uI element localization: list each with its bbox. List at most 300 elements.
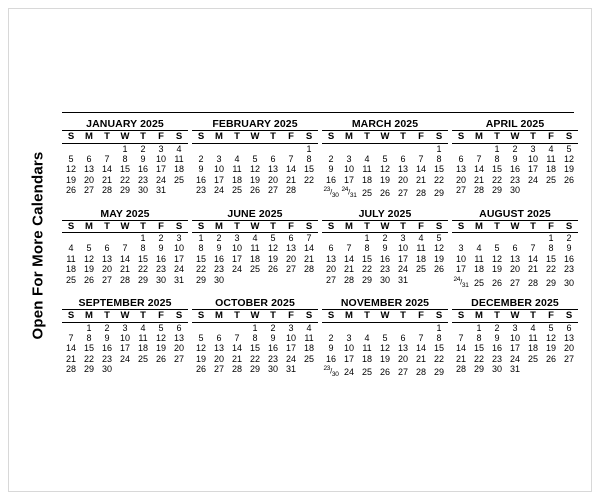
- day-cell[interactable]: 9: [198, 164, 204, 175]
- day-cell[interactable]: 18: [415, 253, 426, 264]
- day-cell[interactable]: 11: [138, 332, 148, 343]
- day-cell[interactable]: 19: [195, 353, 206, 364]
- day-cell[interactable]: 21: [231, 353, 242, 364]
- day-cell[interactable]: 17: [119, 343, 130, 354]
- day-cell[interactable]: 26: [545, 353, 556, 364]
- day-cell[interactable]: 23: [137, 174, 148, 185]
- day-cell[interactable]: 9: [216, 243, 222, 254]
- day-cell[interactable]: 19: [563, 164, 574, 175]
- day-cell[interactable]: 6: [400, 332, 406, 343]
- day-cell[interactable]: 3: [346, 332, 352, 343]
- day-cell[interactable]: 21: [455, 353, 466, 364]
- day-cell[interactable]: 19: [155, 343, 166, 354]
- day-cell[interactable]: 1: [198, 233, 204, 244]
- day-cell[interactable]: 22: [83, 353, 94, 364]
- day-cell[interactable]: 21: [65, 353, 76, 364]
- day-cell[interactable]: 23: [379, 264, 390, 275]
- day-cell[interactable]: 25: [361, 367, 372, 378]
- day-cell[interactable]: 19: [267, 253, 278, 264]
- day-cell[interactable]: 1: [436, 143, 442, 154]
- day-cell[interactable]: 6: [328, 243, 334, 254]
- day-cell[interactable]: 3: [234, 233, 240, 244]
- day-cell[interactable]: 11: [474, 253, 484, 264]
- day-cell[interactable]: 15: [433, 164, 444, 175]
- day-cell[interactable]: 6: [270, 153, 276, 164]
- day-cell[interactable]: 15: [303, 164, 314, 175]
- day-cell[interactable]: 11: [362, 164, 372, 175]
- day-cell[interactable]: 7: [306, 233, 312, 244]
- day-cell[interactable]: 16: [509, 164, 520, 175]
- day-cell[interactable]: 11: [250, 243, 260, 254]
- day-cell[interactable]: 16: [195, 174, 206, 185]
- day-cell[interactable]: 26: [563, 174, 574, 185]
- day-cell[interactable]: 10: [397, 243, 408, 254]
- day-cell[interactable]: 8: [548, 243, 554, 254]
- day-cell[interactable]: 15: [137, 253, 148, 264]
- day-cell[interactable]: 12: [379, 164, 390, 175]
- day-cell[interactable]: 5: [382, 332, 388, 343]
- day-cell[interactable]: 4: [176, 143, 182, 154]
- day-cell[interactable]: 25: [473, 277, 484, 288]
- day-cell[interactable]: 7: [476, 153, 482, 164]
- day-cell[interactable]: 9: [140, 153, 146, 164]
- day-cell[interactable]: 24: [527, 174, 538, 185]
- day-cell[interactable]: 17: [527, 164, 538, 175]
- day-cell[interactable]: 19: [379, 353, 390, 364]
- day-cell[interactable]: 30: [267, 364, 278, 375]
- day-cell[interactable]: 5: [566, 143, 572, 154]
- day-cell[interactable]: 25: [303, 353, 314, 364]
- day-cell[interactable]: 26: [195, 364, 206, 375]
- day-cell[interactable]: 20: [285, 253, 296, 264]
- day-cell[interactable]: 1: [306, 143, 312, 154]
- day-cell[interactable]: 23: [509, 174, 520, 185]
- day-cell[interactable]: 10: [155, 153, 166, 164]
- day-cell[interactable]: 29: [195, 274, 206, 285]
- day-cell[interactable]: 4: [306, 322, 312, 333]
- day-cell[interactable]: 12: [249, 164, 260, 175]
- day-cell[interactable]: 3: [216, 153, 222, 164]
- day-cell[interactable]: 3: [512, 322, 518, 333]
- day-cell[interactable]: 25: [137, 353, 148, 364]
- day-cell[interactable]: 13: [455, 164, 466, 175]
- day-cell[interactable]: 21: [285, 174, 296, 185]
- day-cell[interactable]: 25: [527, 353, 538, 364]
- day-cell[interactable]: 13: [325, 253, 336, 264]
- day-cell[interactable]: 21: [415, 353, 426, 364]
- day-cell[interactable]: 17: [397, 253, 408, 264]
- day-cell[interactable]: 14: [473, 164, 484, 175]
- day-cell[interactable]: 23: [491, 353, 502, 364]
- day-cell[interactable]: 29: [491, 185, 502, 196]
- day-cell[interactable]: 12: [195, 343, 206, 354]
- day-cell[interactable]: 15: [473, 343, 484, 354]
- day-cell[interactable]: 11: [362, 343, 372, 354]
- day-cell[interactable]: 8: [364, 243, 370, 254]
- day-cell[interactable]: 9: [382, 243, 388, 254]
- day-cell[interactable]: 8: [122, 153, 128, 164]
- day-cell[interactable]: 1: [252, 322, 258, 333]
- day-cell[interactable]: 11: [174, 153, 184, 164]
- day-cell[interactable]: 1: [86, 322, 92, 333]
- day-cell[interactable]: 18: [527, 343, 538, 354]
- day-cell[interactable]: 31: [285, 364, 296, 375]
- day-cell[interactable]: 2: [328, 153, 334, 164]
- day-cell[interactable]: 28: [415, 188, 426, 199]
- day-cell[interactable]: 26: [491, 277, 502, 288]
- day-cell[interactable]: 28: [455, 364, 466, 375]
- day-cell[interactable]: 25: [249, 264, 260, 275]
- day-cell[interactable]: 11: [546, 153, 556, 164]
- day-cell[interactable]: 14: [303, 243, 314, 254]
- day-cell[interactable]: 11: [232, 164, 242, 175]
- day-cell[interactable]: 27: [267, 185, 278, 196]
- day-cell[interactable]: 20: [509, 264, 520, 275]
- day-cell[interactable]: 30: [509, 185, 520, 196]
- day-cell[interactable]: 29: [545, 277, 556, 288]
- day-cell[interactable]: 14: [455, 343, 466, 354]
- day-cell[interactable]: 2: [270, 322, 276, 333]
- day-cell[interactable]: 6: [288, 233, 294, 244]
- day-cell[interactable]: 28: [119, 274, 130, 285]
- day-cell[interactable]: 24/31: [341, 186, 357, 200]
- day-cell[interactable]: 4: [252, 233, 258, 244]
- day-cell[interactable]: 3: [288, 322, 294, 333]
- day-cell[interactable]: 13: [213, 343, 224, 354]
- day-cell[interactable]: 18: [361, 353, 372, 364]
- day-cell[interactable]: 26: [65, 185, 76, 196]
- day-cell[interactable]: 1: [122, 143, 128, 154]
- day-cell[interactable]: 28: [303, 264, 314, 275]
- day-cell[interactable]: 30: [213, 274, 224, 285]
- day-cell[interactable]: 26: [267, 264, 278, 275]
- day-cell[interactable]: 3: [158, 143, 164, 154]
- day-cell[interactable]: 24: [397, 264, 408, 275]
- day-cell[interactable]: 9: [270, 332, 276, 343]
- day-cell[interactable]: 30: [101, 364, 112, 375]
- day-cell[interactable]: 13: [267, 164, 278, 175]
- day-cell[interactable]: 27: [101, 274, 112, 285]
- day-cell[interactable]: 15: [545, 253, 556, 264]
- day-cell[interactable]: 6: [458, 153, 464, 164]
- day-cell[interactable]: 20: [101, 264, 112, 275]
- day-cell[interactable]: 8: [252, 332, 258, 343]
- day-cell[interactable]: 14: [415, 343, 426, 354]
- day-cell[interactable]: 16: [563, 253, 574, 264]
- day-cell[interactable]: 12: [545, 332, 556, 343]
- day-cell[interactable]: 21: [303, 253, 314, 264]
- day-cell[interactable]: 8: [476, 332, 482, 343]
- day-cell[interactable]: 21: [473, 174, 484, 185]
- day-cell[interactable]: 17: [155, 164, 166, 175]
- day-cell[interactable]: 3: [400, 233, 406, 244]
- day-cell[interactable]: 7: [418, 153, 424, 164]
- day-cell[interactable]: 7: [458, 332, 464, 343]
- day-cell[interactable]: 11: [416, 243, 426, 254]
- day-cell[interactable]: 13: [285, 243, 296, 254]
- day-cell[interactable]: 27: [285, 264, 296, 275]
- day-cell[interactable]: 18: [361, 174, 372, 185]
- day-cell[interactable]: 2: [198, 153, 204, 164]
- day-cell[interactable]: 2: [566, 233, 572, 244]
- day-cell[interactable]: 10: [509, 332, 520, 343]
- day-cell[interactable]: 18: [65, 264, 76, 275]
- day-cell[interactable]: 16: [325, 353, 336, 364]
- day-cell[interactable]: 6: [216, 332, 222, 343]
- day-cell[interactable]: 30: [155, 274, 166, 285]
- day-cell[interactable]: 16: [325, 174, 336, 185]
- day-cell[interactable]: 26: [83, 274, 94, 285]
- day-cell[interactable]: 5: [198, 332, 204, 343]
- day-cell[interactable]: 20: [455, 174, 466, 185]
- day-cell[interactable]: 25: [173, 174, 184, 185]
- day-cell[interactable]: 5: [158, 322, 164, 333]
- day-cell[interactable]: 16: [213, 253, 224, 264]
- day-cell[interactable]: 29: [433, 188, 444, 199]
- day-cell[interactable]: 11: [66, 253, 76, 264]
- day-cell[interactable]: 19: [491, 264, 502, 275]
- day-cell[interactable]: 3: [458, 243, 464, 254]
- day-cell[interactable]: 29: [433, 367, 444, 378]
- day-cell[interactable]: 18: [545, 164, 556, 175]
- day-cell[interactable]: 3: [122, 322, 128, 333]
- day-cell[interactable]: 6: [512, 243, 518, 254]
- day-cell[interactable]: 1: [140, 233, 146, 244]
- day-cell[interactable]: 24: [119, 353, 130, 364]
- day-cell[interactable]: 22: [249, 353, 260, 364]
- day-cell[interactable]: 16: [267, 343, 278, 354]
- day-cell[interactable]: 2: [216, 233, 222, 244]
- day-cell[interactable]: 19: [379, 174, 390, 185]
- day-cell[interactable]: 6: [566, 322, 572, 333]
- day-cell[interactable]: 30: [563, 277, 574, 288]
- day-cell[interactable]: 9: [328, 343, 334, 354]
- day-cell[interactable]: 22: [195, 264, 206, 275]
- day-cell[interactable]: 7: [418, 332, 424, 343]
- day-cell[interactable]: 6: [400, 153, 406, 164]
- day-cell[interactable]: 20: [397, 174, 408, 185]
- day-cell[interactable]: 18: [473, 264, 484, 275]
- day-cell[interactable]: 23: [267, 353, 278, 364]
- day-cell[interactable]: 5: [68, 153, 74, 164]
- day-cell[interactable]: 9: [512, 153, 518, 164]
- day-cell[interactable]: 25: [545, 174, 556, 185]
- day-cell[interactable]: 10: [343, 164, 354, 175]
- day-cell[interactable]: 27: [397, 367, 408, 378]
- day-cell[interactable]: 13: [101, 253, 112, 264]
- day-cell[interactable]: 26: [379, 188, 390, 199]
- day-cell[interactable]: 2: [140, 143, 146, 154]
- day-cell[interactable]: 9: [566, 243, 572, 254]
- day-cell[interactable]: 22: [303, 174, 314, 185]
- day-cell[interactable]: 22: [361, 264, 372, 275]
- day-cell[interactable]: 25: [65, 274, 76, 285]
- day-cell[interactable]: 20: [397, 353, 408, 364]
- day-cell[interactable]: 1: [364, 233, 370, 244]
- day-cell[interactable]: 10: [231, 243, 242, 254]
- day-cell[interactable]: 10: [285, 332, 296, 343]
- day-cell[interactable]: 13: [397, 164, 408, 175]
- day-cell[interactable]: 7: [288, 153, 294, 164]
- day-cell[interactable]: 26: [155, 353, 166, 364]
- day-cell[interactable]: 12: [563, 153, 574, 164]
- day-cell[interactable]: 2: [382, 233, 388, 244]
- day-cell[interactable]: 8: [436, 332, 442, 343]
- day-cell[interactable]: 12: [433, 243, 444, 254]
- day-cell[interactable]: 28: [527, 277, 538, 288]
- day-cell[interactable]: 10: [119, 332, 130, 343]
- day-cell[interactable]: 24: [231, 264, 242, 275]
- day-cell[interactable]: 17: [455, 264, 466, 275]
- day-cell[interactable]: 22: [545, 264, 556, 275]
- day-cell[interactable]: 5: [382, 153, 388, 164]
- day-cell[interactable]: 14: [527, 253, 538, 264]
- day-cell[interactable]: 5: [494, 243, 500, 254]
- day-cell[interactable]: 7: [68, 332, 74, 343]
- day-cell[interactable]: 16: [137, 164, 148, 175]
- day-cell[interactable]: 25: [231, 185, 242, 196]
- day-cell[interactable]: 15: [361, 253, 372, 264]
- day-cell[interactable]: 14: [101, 164, 112, 175]
- day-cell[interactable]: 10: [455, 253, 466, 264]
- day-cell[interactable]: 2: [328, 332, 334, 343]
- day-cell[interactable]: 7: [530, 243, 536, 254]
- day-cell[interactable]: 23: [155, 264, 166, 275]
- day-cell[interactable]: 4: [476, 243, 482, 254]
- day-cell[interactable]: 17: [231, 253, 242, 264]
- day-cell[interactable]: 27: [455, 185, 466, 196]
- day-cell[interactable]: 23/30: [323, 365, 339, 379]
- day-cell[interactable]: 31: [173, 274, 184, 285]
- day-cell[interactable]: 27: [397, 188, 408, 199]
- day-cell[interactable]: 7: [104, 153, 110, 164]
- day-cell[interactable]: 22: [119, 174, 130, 185]
- day-cell[interactable]: 18: [137, 343, 148, 354]
- day-cell[interactable]: 23: [195, 185, 206, 196]
- day-cell[interactable]: 13: [83, 164, 94, 175]
- day-cell[interactable]: 12: [267, 243, 278, 254]
- day-cell[interactable]: 23: [213, 264, 224, 275]
- day-cell[interactable]: 16: [379, 253, 390, 264]
- day-cell[interactable]: 5: [270, 233, 276, 244]
- day-cell[interactable]: 17: [343, 174, 354, 185]
- day-cell[interactable]: 20: [213, 353, 224, 364]
- day-cell[interactable]: 4: [234, 153, 240, 164]
- day-cell[interactable]: 23: [563, 264, 574, 275]
- day-cell[interactable]: 26: [379, 367, 390, 378]
- day-cell[interactable]: 1: [548, 233, 554, 244]
- day-cell[interactable]: 1: [436, 322, 442, 333]
- day-cell[interactable]: 9: [104, 332, 110, 343]
- day-cell[interactable]: 13: [509, 253, 520, 264]
- day-cell[interactable]: 29: [83, 364, 94, 375]
- day-cell[interactable]: 28: [473, 185, 484, 196]
- day-cell[interactable]: 22: [473, 353, 484, 364]
- day-cell[interactable]: 16: [101, 343, 112, 354]
- day-cell[interactable]: 6: [86, 153, 92, 164]
- day-cell[interactable]: 16: [491, 343, 502, 354]
- day-cell[interactable]: 17: [213, 174, 224, 185]
- day-cell[interactable]: 11: [528, 332, 538, 343]
- day-cell[interactable]: 2: [158, 233, 164, 244]
- day-cell[interactable]: 12: [155, 332, 166, 343]
- day-cell[interactable]: 21: [101, 174, 112, 185]
- day-cell[interactable]: 7: [122, 243, 128, 254]
- day-cell[interactable]: 8: [198, 243, 204, 254]
- day-cell[interactable]: 27: [83, 185, 94, 196]
- day-cell[interactable]: 27: [173, 353, 184, 364]
- day-cell[interactable]: 4: [364, 332, 370, 343]
- day-cell[interactable]: 28: [343, 274, 354, 285]
- day-cell[interactable]: 23: [101, 353, 112, 364]
- day-cell[interactable]: 17: [343, 353, 354, 364]
- day-cell[interactable]: 25: [361, 188, 372, 199]
- day-cell[interactable]: 28: [101, 185, 112, 196]
- day-cell[interactable]: 18: [173, 164, 184, 175]
- day-cell[interactable]: 14: [415, 164, 426, 175]
- day-cell[interactable]: 29: [137, 274, 148, 285]
- day-cell[interactable]: 5: [436, 233, 442, 244]
- day-cell[interactable]: 19: [433, 253, 444, 264]
- day-cell[interactable]: 15: [433, 343, 444, 354]
- day-cell[interactable]: 9: [494, 332, 500, 343]
- day-cell[interactable]: 4: [140, 322, 146, 333]
- day-cell[interactable]: 29: [473, 364, 484, 375]
- day-cell[interactable]: 2: [512, 143, 518, 154]
- day-cell[interactable]: 6: [104, 243, 110, 254]
- day-cell[interactable]: 26: [433, 264, 444, 275]
- day-cell[interactable]: 4: [548, 143, 554, 154]
- day-cell[interactable]: 2: [494, 322, 500, 333]
- day-cell[interactable]: 12: [65, 164, 76, 175]
- day-cell[interactable]: 27: [563, 353, 574, 364]
- day-cell[interactable]: 30: [491, 364, 502, 375]
- day-cell[interactable]: 4: [530, 322, 536, 333]
- day-cell[interactable]: 30: [379, 274, 390, 285]
- day-cell[interactable]: 28: [415, 367, 426, 378]
- day-cell[interactable]: 13: [563, 332, 574, 343]
- day-cell[interactable]: 15: [119, 164, 130, 175]
- day-cell[interactable]: 5: [252, 153, 258, 164]
- day-cell[interactable]: 15: [249, 343, 260, 354]
- day-cell[interactable]: 17: [509, 343, 520, 354]
- day-cell[interactable]: 14: [285, 164, 296, 175]
- day-cell[interactable]: 24: [155, 174, 166, 185]
- day-cell[interactable]: 29: [361, 274, 372, 285]
- day-cell[interactable]: 4: [364, 153, 370, 164]
- day-cell[interactable]: 18: [249, 253, 260, 264]
- day-cell[interactable]: 24: [213, 185, 224, 196]
- day-cell[interactable]: 20: [563, 343, 574, 354]
- day-cell[interactable]: 29: [249, 364, 260, 375]
- day-cell[interactable]: 15: [491, 164, 502, 175]
- day-cell[interactable]: 24/31: [453, 275, 469, 289]
- day-cell[interactable]: 14: [65, 343, 76, 354]
- day-cell[interactable]: 25: [415, 264, 426, 275]
- day-cell[interactable]: 10: [343, 343, 354, 354]
- day-cell[interactable]: 18: [231, 174, 242, 185]
- day-cell[interactable]: 10: [527, 153, 538, 164]
- day-cell[interactable]: 22: [433, 353, 444, 364]
- day-cell[interactable]: 18: [303, 343, 314, 354]
- day-cell[interactable]: 23/30: [323, 186, 339, 200]
- day-cell[interactable]: 8: [140, 243, 146, 254]
- day-cell[interactable]: 21: [343, 264, 354, 275]
- day-cell[interactable]: 15: [83, 343, 94, 354]
- day-cell[interactable]: 31: [509, 364, 520, 375]
- day-cell[interactable]: 19: [65, 174, 76, 185]
- day-cell[interactable]: 1: [494, 143, 500, 154]
